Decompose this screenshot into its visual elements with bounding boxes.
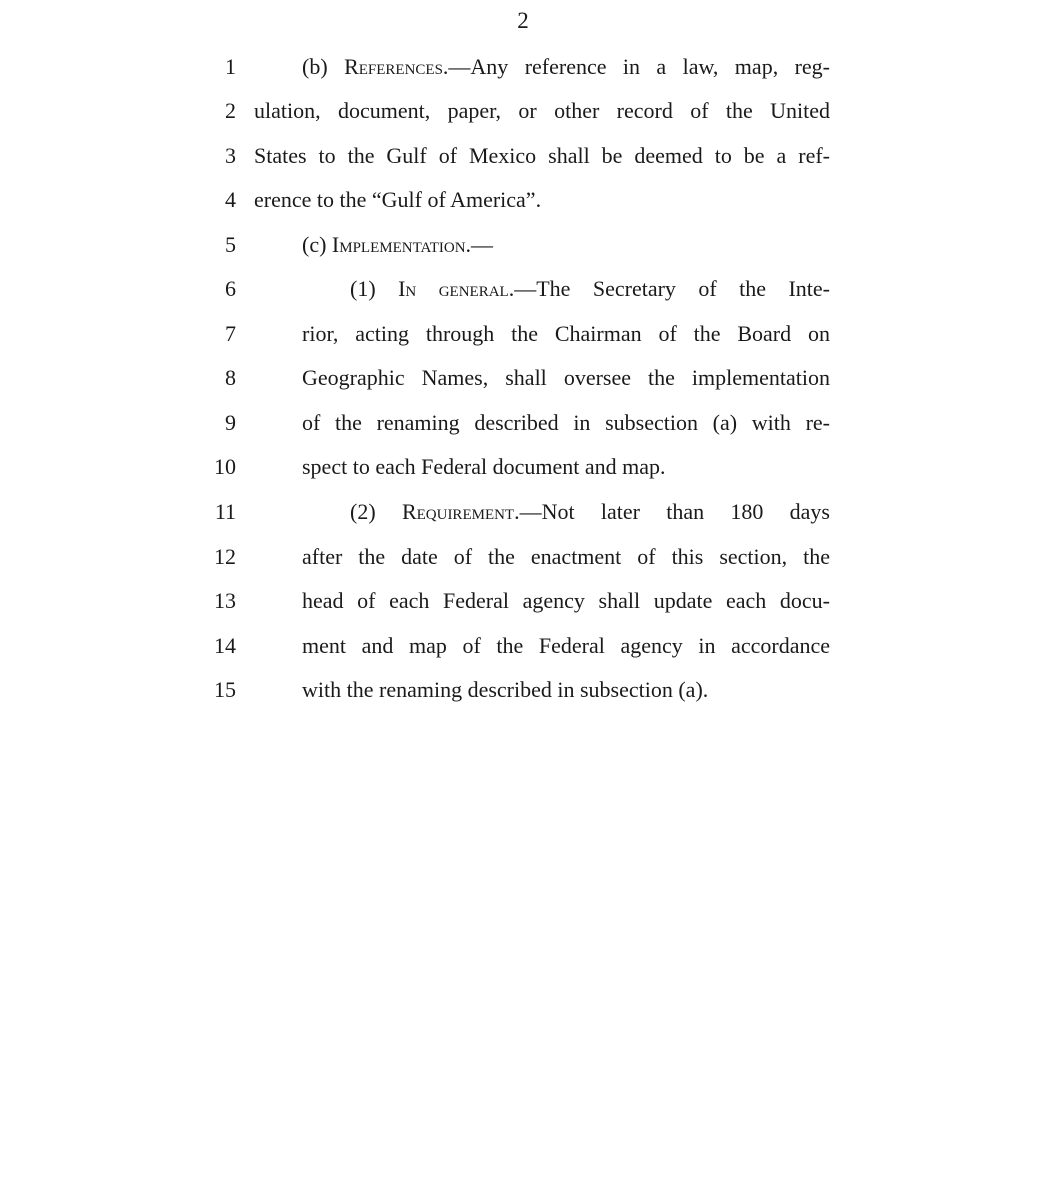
document-line: [0, 584, 1046, 618]
document-line: [0, 139, 1046, 173]
document-line: [0, 94, 1046, 128]
section-heading: Requirement: [401, 499, 515, 524]
document-line: [0, 183, 1046, 217]
line-number: 15: [214, 677, 236, 702]
section-heading: Implementation: [331, 232, 466, 257]
line-text: Geographic Names, shall oversee the implementation: [302, 365, 830, 390]
line-text: States to the Gulf of Mexico shall be deemed to be a ref-: [254, 143, 830, 168]
line-text: with the renaming described in subsection (a).: [302, 677, 709, 702]
document-line: [0, 361, 1046, 395]
line-text: erence to the “Gulf of America”.: [254, 187, 542, 212]
line-text: spect to each Federal document and map.: [302, 454, 666, 479]
line-number: 5: [225, 232, 236, 257]
document-line: [0, 450, 1046, 484]
line-number: 14: [214, 633, 236, 658]
document-line: [0, 673, 1046, 707]
line-text: (b) References.—Any reference in a law, map, reg-: [302, 54, 830, 79]
line-number: 2: [225, 98, 236, 123]
document-line: [0, 317, 1046, 351]
document-line: [0, 228, 1046, 262]
document-line: [0, 272, 1046, 306]
line-number: 4: [225, 187, 236, 212]
line-text: of the renaming described in subsection (a) with re-: [302, 410, 830, 435]
line-number: 8: [225, 365, 236, 390]
line-text: (2) Requirement.—Not later than 180 days: [350, 499, 830, 524]
document-line: [0, 50, 1046, 84]
line-number: 6: [225, 276, 236, 301]
section-heading: In general: [398, 276, 509, 301]
line-number: 1: [225, 54, 236, 79]
line-text: (1) In general.—The Secretary of the Inte-: [350, 276, 830, 301]
line-number: 7: [225, 321, 236, 346]
line-text: after the date of the enactment of this section, the: [302, 544, 830, 569]
line-text: ulation, document, paper, or other record of the United: [254, 98, 830, 123]
line-text: (c) Implementation.—: [302, 232, 494, 257]
page-number: 2: [517, 8, 529, 33]
line-number: 9: [225, 410, 236, 435]
line-number: 3: [225, 143, 236, 168]
document-line: [0, 406, 1046, 440]
document-line: [0, 540, 1046, 574]
line-number: 12: [214, 544, 236, 569]
line-text: head of each Federal agency shall update each docu-: [302, 588, 830, 613]
line-text: ment and map of the Federal agency in accordance: [302, 633, 830, 658]
document-line: [0, 495, 1046, 529]
document-line: [0, 629, 1046, 663]
line-number: 13: [214, 588, 236, 613]
line-number: 11: [214, 499, 236, 524]
line-text: rior, acting through the Chairman of the Board on: [302, 321, 830, 346]
line-number: 10: [214, 454, 236, 479]
section-heading: References: [344, 54, 443, 79]
